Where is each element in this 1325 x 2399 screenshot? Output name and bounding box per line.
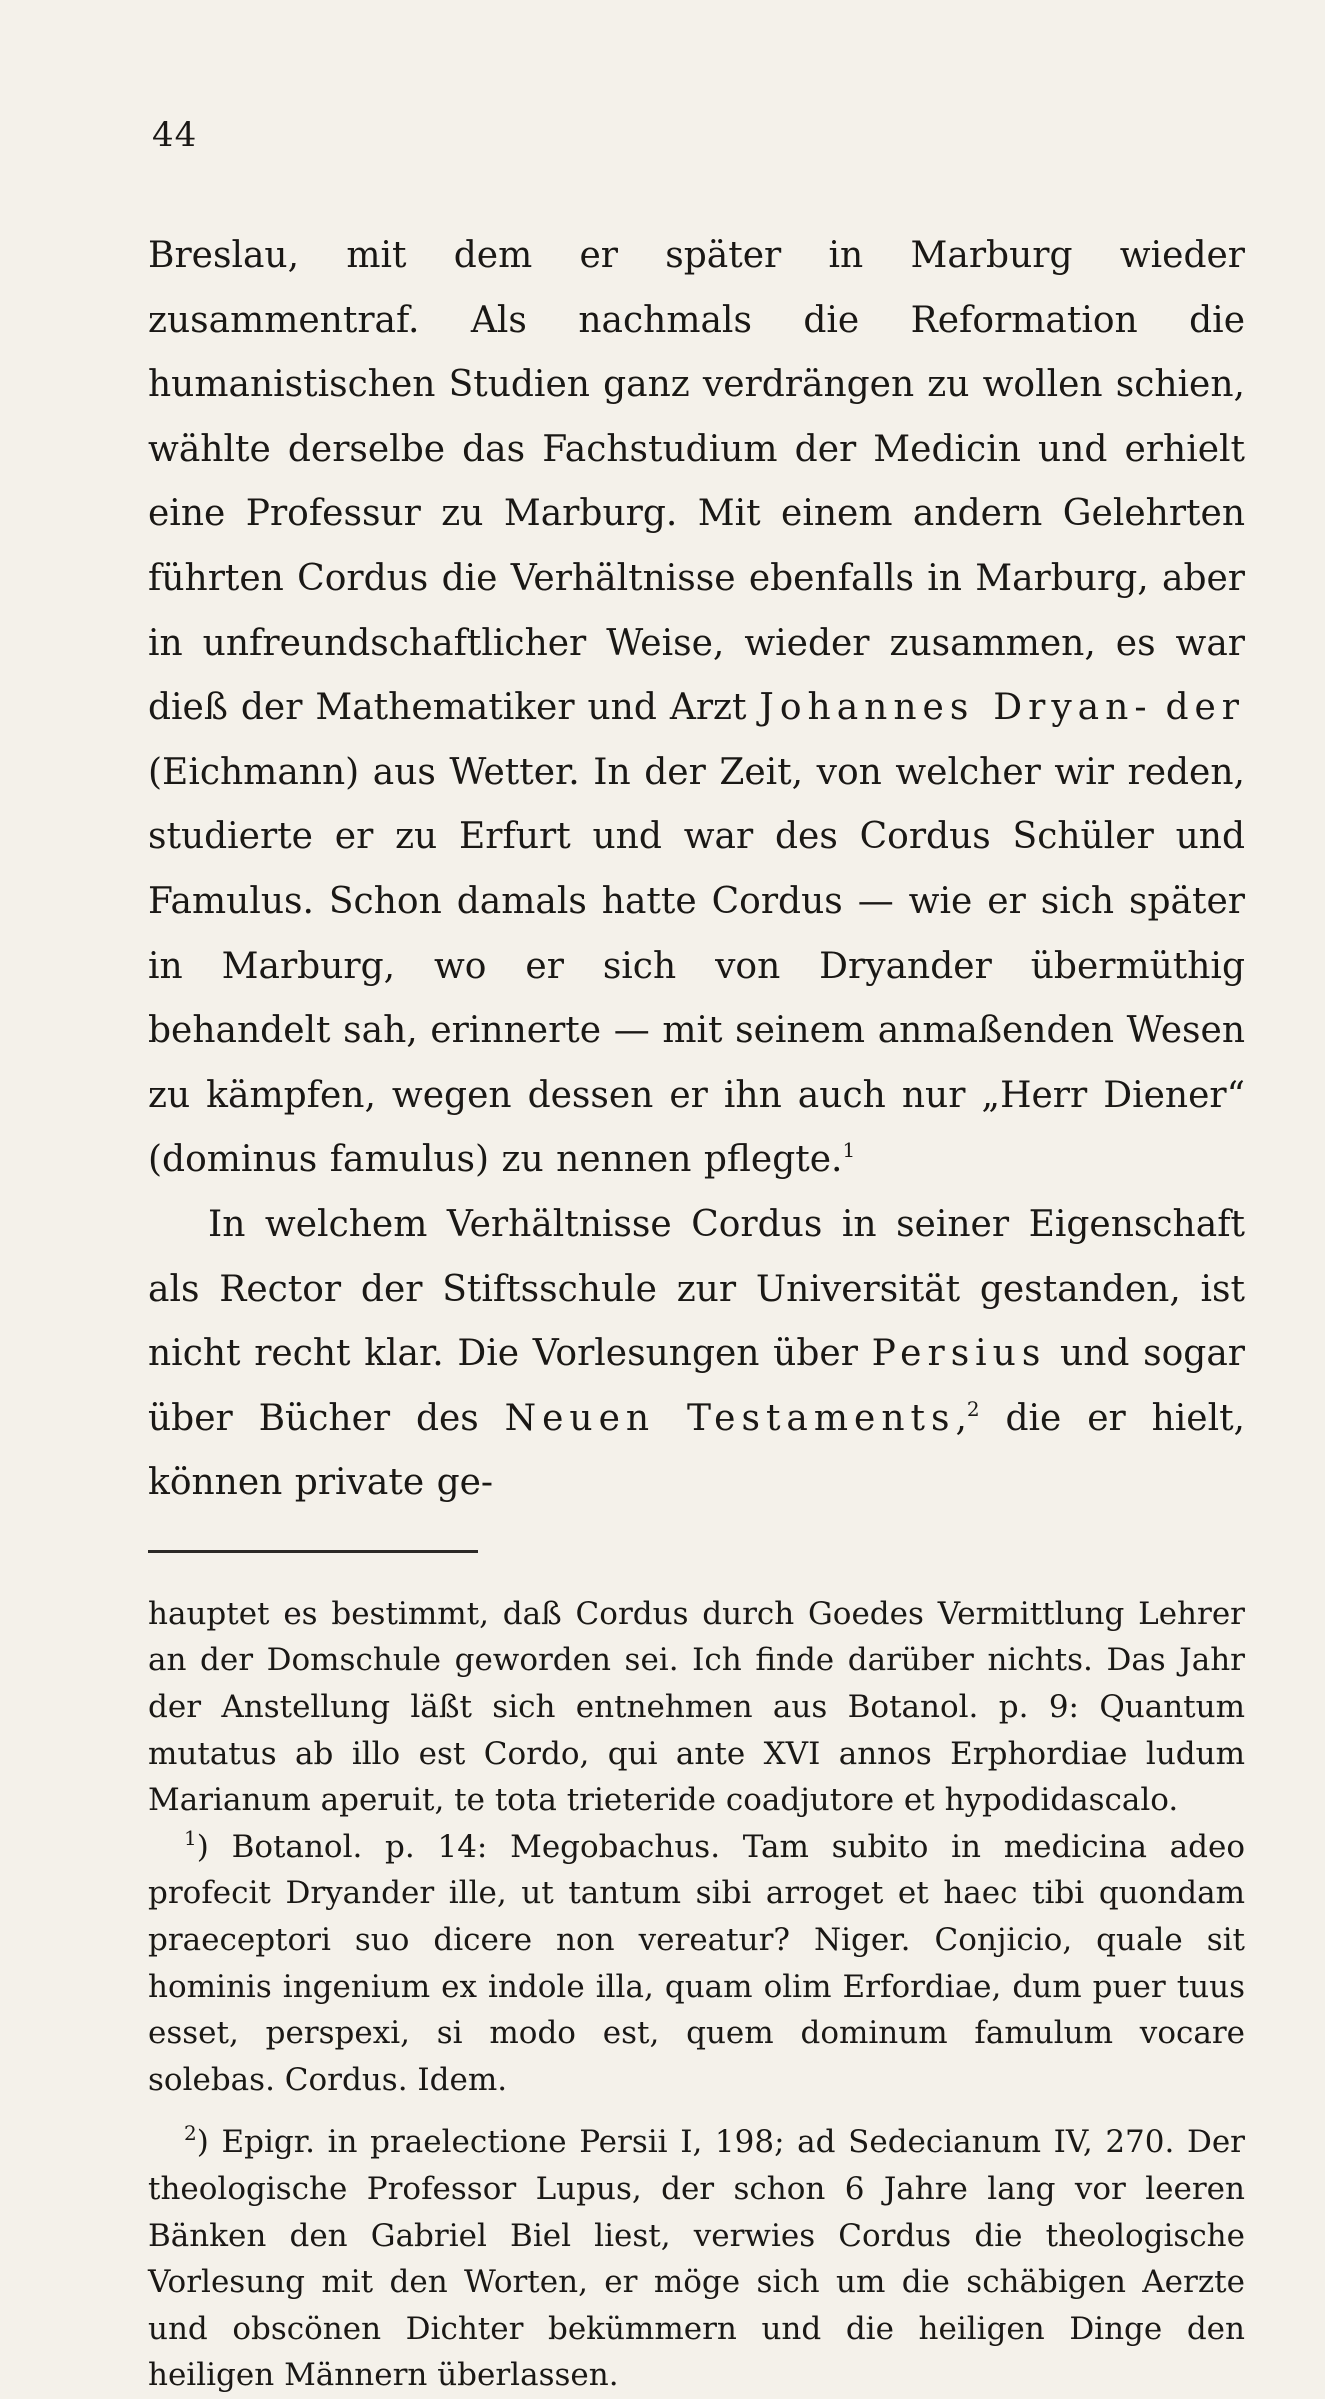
- name-persius: Persius: [871, 1333, 1047, 1375]
- paragraph-1: [148, 224, 1245, 1193]
- paragraph-2-text-b: und sogar über Bücher des: [148, 1333, 1245, 1439]
- footnote-1-text: Botanol. p. 14: Megobachus. Tam subito in medicina adeo profecit Dryander ille, ut tantum sibi arroget et haec tibi quondam praeceptori suo dicere non vereatur? Niger. Conjicio, quale sit hominis ingenium ex indole illa, quam olim Erfordiae, dum puer tuus esset, perspexi, si modo est, quem dominum famulum vocare solebas. Cordus. Idem.: [148, 1828, 1245, 2098]
- paragraph-1-text-a: Breslau, mit dem er später in Marburg wieder zusammentraf. Als nachmals die Reformation die humanistischen Studien ganz verdrängen zu wollen schien, wählte derselbe das Fachstudium der Medicin und erhielt eine Professur zu Marburg. Mit einem andern Gelehrten führten Cordus die Verhältnisse ebenfalls in Marburg, aber in unfreundschaftlicher Weise, wieder zusammen, es war dieß der Mathematiker und Arzt: [148, 235, 1245, 729]
- footnote-1: $^1$) Botanol. p. 14: Megobachus. Tam subito in medicina adeo profecit Dryander ille, ut tantum sibi arroget et haec tibi quondam praeceptori suo dicere non vereatur? Niger. Conjicio, quale sit hominis ingenium ex indole illa, quam olim Erfordiae, dum puer tuus esset, perspexi, si modo est, quem dominum famulum vocare solebas. Cordus. Idem.: [148, 1825, 1245, 2098]
- footnotes: [148, 1591, 1245, 2399]
- footnote-continuation: hauptet es bestimmt, daß Cordus durch Goedes Vermittlung Lehrer an der Domschule geworden sei. Ich finde darüber nichts. Das Jahr der Anstellung läßt sich entnehmen aus Botanol. p. 9: Quantum mutatus ab illo est Cordo, qui ante XVI annos Erphordiae ludum Marianum aperuit, te tota trieteride coadjutore et hypodidascalo.: [148, 1595, 1245, 1819]
- paragraph-1-text-b: (Eichmann) aus Wetter. In der Zeit, von welcher wir reden, studierte er zu Erfurt und war des Cordus Schüler und Famulus. Schon damals hatte Cordus — wie er sich später in Marburg, wo er sich von Dryander übermüthig behandelt sah, erinnerte — mit seinem anmaßenden Wesen zu kämpfen, wegen dessen er ihn auch nur „Herr Diener“ (dominus famulus) zu nennen pflegte.: [148, 751, 1245, 1181]
- name-johannes-dryander: Johannes Dryan-: [759, 687, 1153, 729]
- paragraph-2-text-a: In welchem Verhältnisse Cordus in seiner Eigenschaft als Rector der Stiftsschule zur Universität gestanden, ist nicht recht klar. Die Vorlesungen über: [148, 1203, 1245, 1375]
- paragraph-2: In welchem Verhältnisse Cordus in seiner Eigenschaft als Rector der Stiftsschule zur Universität gestanden, ist nicht recht klar. Die Vorlesungen über Persius und sogar über Bücher des Neuen Testaments,$^2$ die er hielt, können private ge-: [148, 1203, 1245, 1504]
- footnote-ref-1: 1: [842, 1138, 856, 1163]
- footnote-separator: [148, 1550, 478, 1553]
- footnote-2: $^2$) Epigr. in praelectione Persii I, 198; ad Sedecianum IV, 270. Der theologische Professor Lupus, der schon 6 Jahre lang vor leeren Bänken den Gabriel Biel liest, verwies Cordus die theologische Vorlesung mit den Worten, er möge sich um die schäbigen Aerzte und obscönen Dichter bekümmern und die heiligen Dinge den heiligen Männern überlassen.: [148, 2121, 1245, 2394]
- main-text: [148, 224, 1245, 1516]
- footnote-2-mark: 2: [184, 2121, 197, 2146]
- name-dryander-end: der: [1165, 687, 1246, 729]
- page-number: 44: [152, 115, 198, 155]
- footnote-2-text: Epigr. in praelectione Persii I, 198; ad Sedecianum IV, 270. Der theologische Professor Lupus, der schon 6 Jahre lang vor leeren Bänken den Gabriel Biel liest, verwies Cordus die theologische Vorlesung mit den Worten, er möge sich um die schäbigen Aerzte und obscönen Dichter bekümmern und die heiligen Dinge den heiligen Männern überlassen.: [148, 2124, 1245, 2394]
- footnote-1-mark: 1: [184, 1825, 197, 1850]
- footnote-ref-2: 2: [966, 1396, 980, 1421]
- paragraph-2-text-c: die er hielt, können private ge-: [148, 1397, 1245, 1504]
- title-neues-testament: Neuen Testaments: [504, 1397, 956, 1439]
